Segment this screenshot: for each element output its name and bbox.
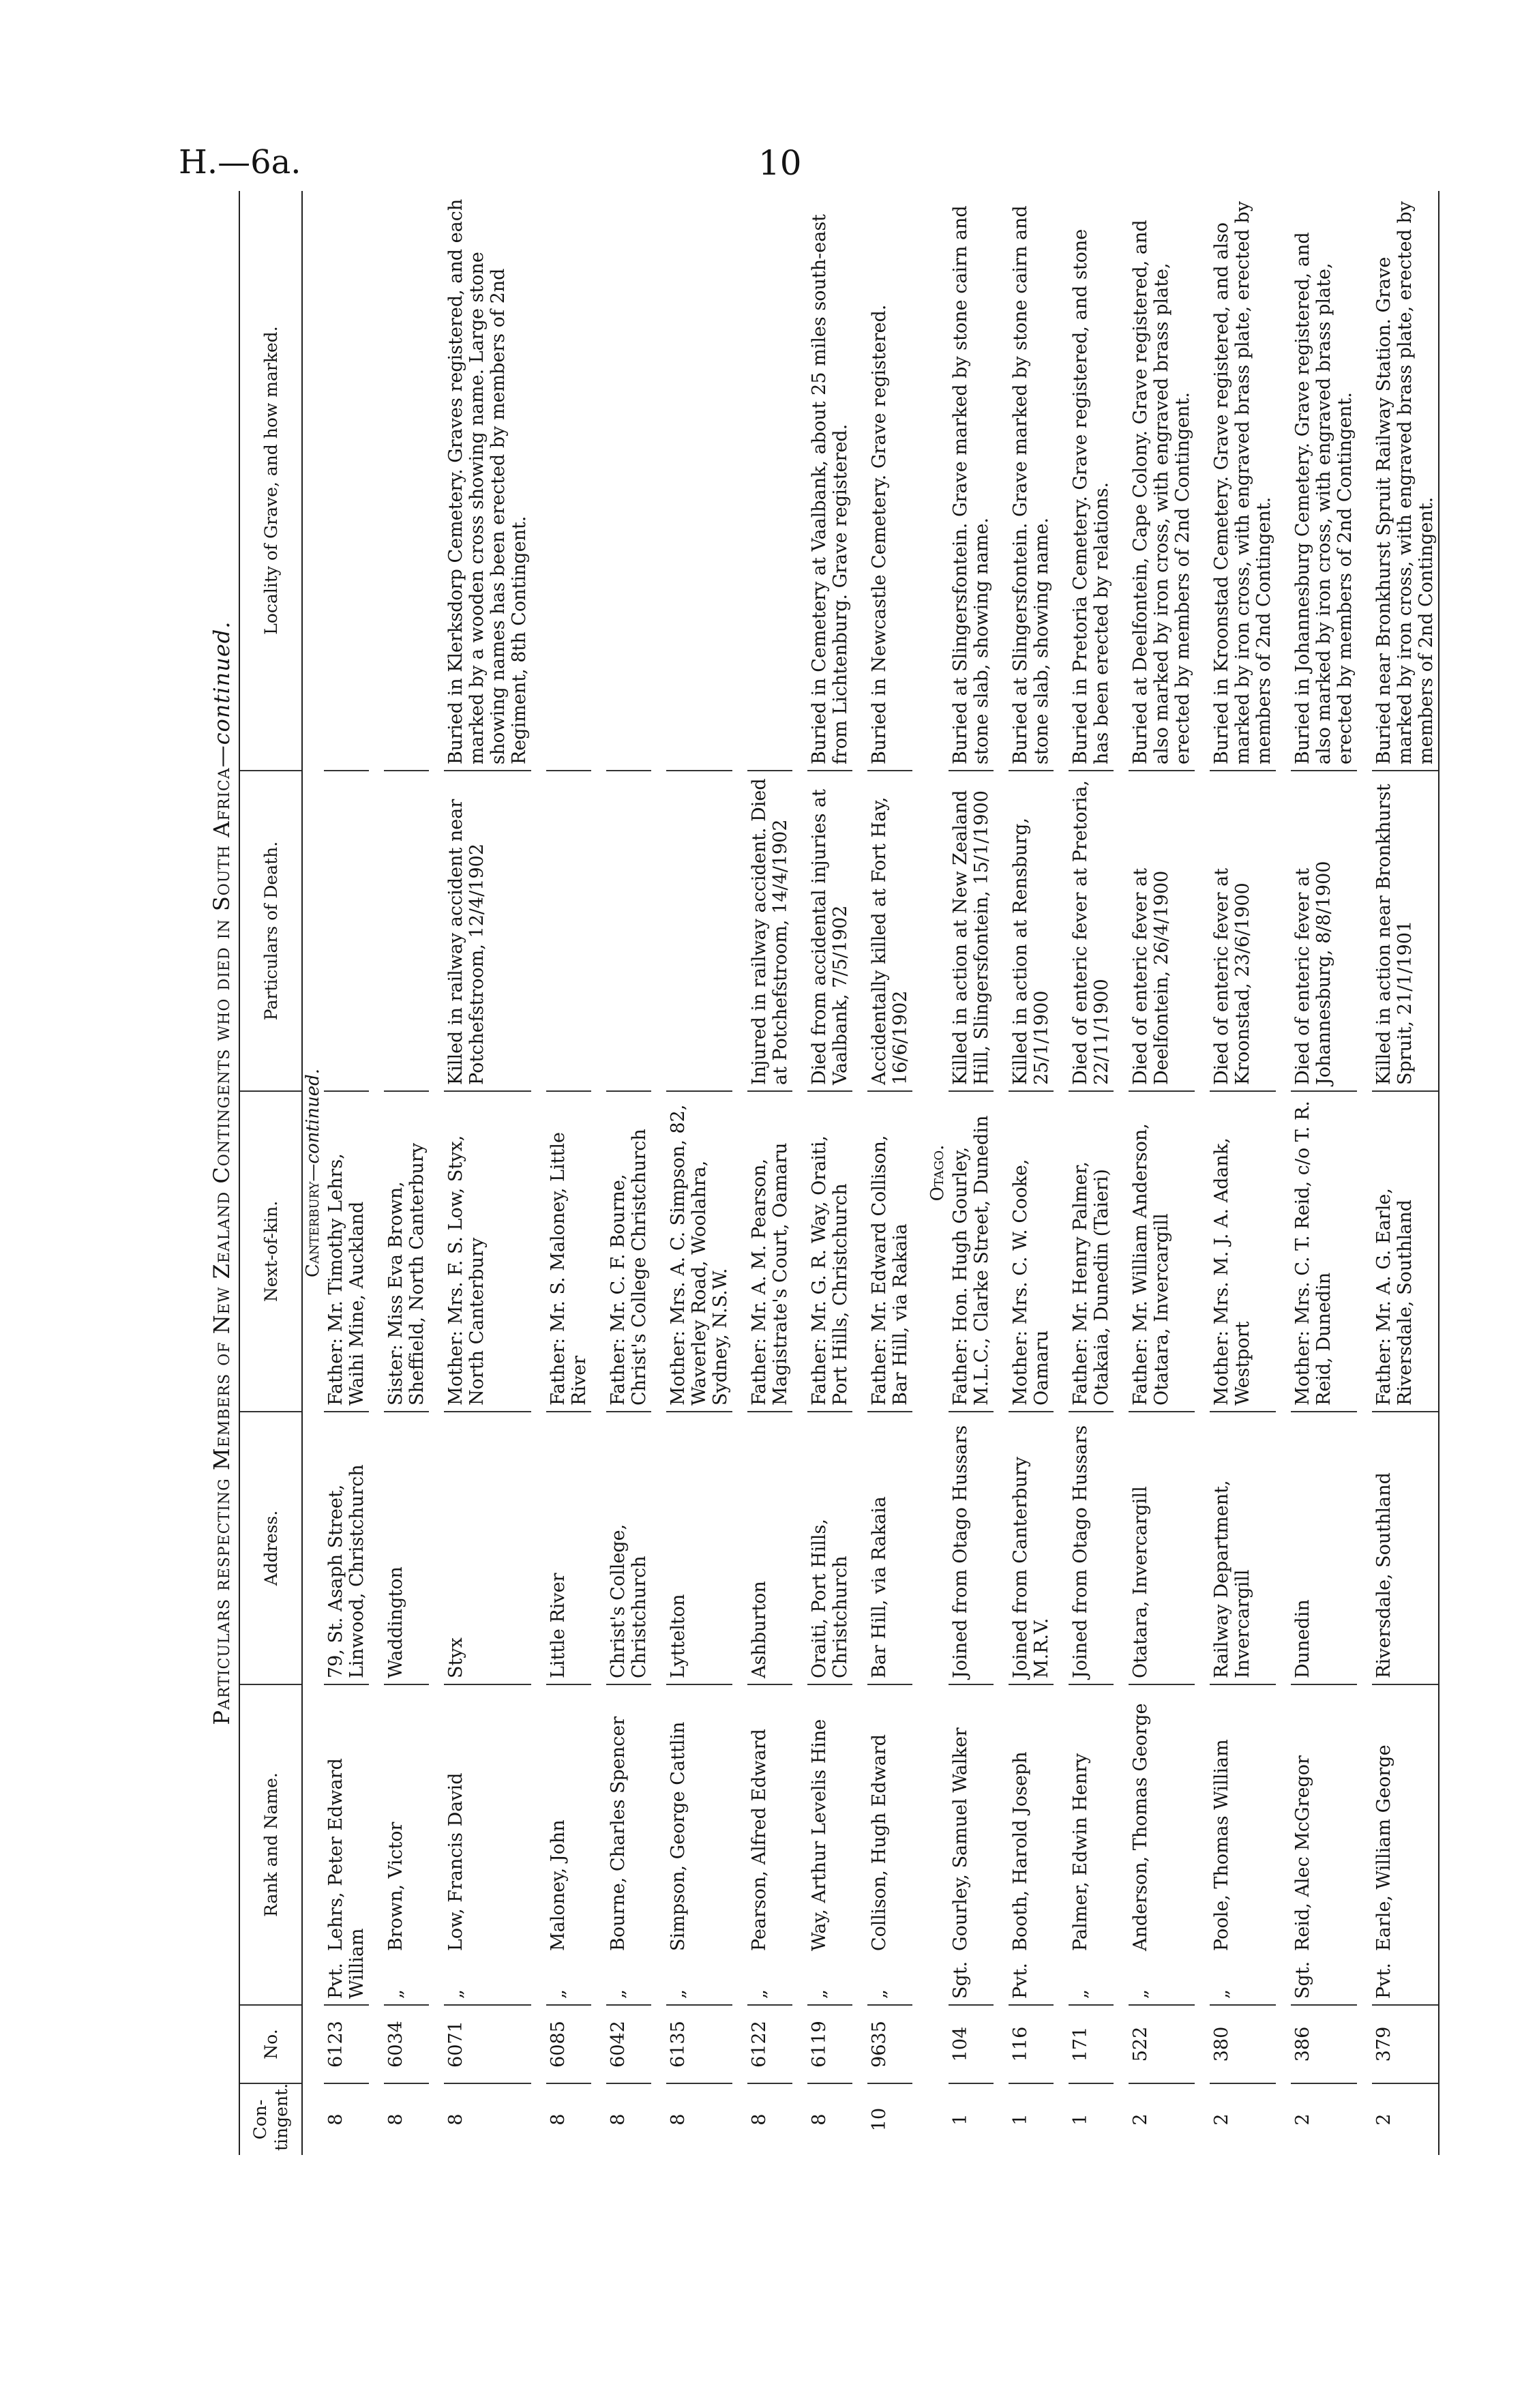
- next-of-kin-cell: Father: Mr. William Anderson, Otatara, Invercargill: [1129, 1091, 1195, 1412]
- address-cell: Riversdale, Southland: [1372, 1412, 1439, 1684]
- rank: „: [1130, 1989, 1151, 1999]
- soldier-name: Pearson, Alfred Edward: [749, 1729, 770, 1951]
- rotated-table-region: [205, 191, 1437, 2155]
- contingent-cell: 2: [1211, 2113, 1232, 2126]
- soldier-name: Booth, Harold Joseph: [1010, 1751, 1031, 1951]
- row-spacer-cell: [994, 191, 1009, 2155]
- death-particulars-cell: Died of enteric fever at Johannesburg, 8/8/1900: [1291, 771, 1357, 1091]
- contingent-cell: 8: [749, 2113, 770, 2126]
- rank: „: [1070, 1989, 1091, 1999]
- death-particulars-cell: Killed in action at New Zealand Hill, Slingersfontein, 15/1/1900: [949, 771, 994, 1091]
- number-cell: 522: [1129, 2005, 1195, 2083]
- row-spacer: [369, 191, 384, 2155]
- contingent-cell: 10: [869, 2107, 890, 2132]
- table-row: [1009, 191, 1054, 2155]
- table-title-main: Particulars respecting Members of New Zealand Contingents who died in South Africa: [209, 767, 235, 1725]
- next-of-kin-cell: Mother: Mrs. F. S. Low, Styx, North Canterbury: [444, 1091, 531, 1412]
- number-cell: 6042: [606, 2005, 651, 2083]
- address-cell: 79, St. Asaph Street, Linwood, Christchurch: [324, 1412, 369, 1684]
- table-row: [1069, 191, 1114, 2155]
- row-spacer-cell: [792, 191, 807, 2155]
- grave-locality-cell: [384, 191, 429, 771]
- number-cell: 6085: [546, 2005, 591, 2083]
- number-cell: 6119: [807, 2005, 852, 2083]
- rank-name-cell: [546, 1684, 591, 2005]
- soldier-name: Bourne, Charles Spencer: [608, 1716, 629, 1951]
- number-cell: 6123: [324, 2005, 369, 2083]
- soldier-name: Anderson, Thomas George: [1130, 1703, 1151, 1951]
- address-cell: Bar Hill, via Rakaia: [867, 1412, 912, 1684]
- soldier-name: Low, Francis David: [445, 1772, 466, 1951]
- next-of-kin-cell: Mother: Mrs. M. J. A. Adank, Westport: [1210, 1091, 1276, 1412]
- soldier-name: Palmer, Edwin Henry: [1070, 1753, 1091, 1951]
- rank: „: [1211, 1989, 1232, 1999]
- number-cell: 386: [1291, 2005, 1357, 2083]
- address-cell: Joined from Otago Hussars: [949, 1412, 994, 1684]
- death-particulars-cell: Accidentally killed at Fort Hay, 16/6/1902: [867, 771, 912, 1091]
- page-identifier: H.—6a.: [179, 143, 301, 181]
- rank-name-cell: [807, 1684, 852, 2005]
- row-spacer: [429, 191, 444, 2155]
- next-of-kin-cell: Mother: Mrs. C. T. Reid, c/o T. R. Reid, Dunedin: [1291, 1091, 1357, 1412]
- number-cell: 379: [1372, 2005, 1439, 2083]
- address-cell: Little River: [546, 1412, 591, 1684]
- number-cell: 6122: [747, 2005, 792, 2083]
- rank: Pvt.: [325, 1963, 346, 1999]
- rank-name-cell: [444, 1684, 531, 2005]
- address-cell: Joined from Otago Hussars: [1069, 1412, 1114, 1684]
- col-header-contingent: Con-tingent.: [239, 2083, 302, 2155]
- row-spacer-cell: [591, 191, 606, 2155]
- row-spacer-cell: [1114, 191, 1129, 2155]
- grave-locality-cell: Buried near Bronkhurst Spruit Railway Station. Grave marked by iron cross, with engraved brass plate, erected by members of 2nd Contingent.: [1372, 191, 1439, 771]
- contingent-cell: 1: [1010, 2113, 1031, 2126]
- address-cell: Christ's College, Christchurch: [606, 1412, 651, 1684]
- next-of-kin-cell: Father: Mr. A. M. Pearson, Magistrate's Court, Oamaru: [747, 1091, 792, 1412]
- address-cell: Waddington: [384, 1412, 429, 1684]
- rank-name-cell: [1009, 1684, 1054, 2005]
- rank: Sgt.: [1292, 1961, 1313, 1999]
- contingent-cell: 8: [325, 2113, 346, 2126]
- grave-locality-cell: Buried at Deelfontein, Cape Colony. Grave registered, and also marked by iron cross, with engraved brass plate, erected by members of 2nd Contingent.: [1129, 191, 1195, 771]
- table-row: [1291, 191, 1357, 2155]
- row-spacer: [994, 191, 1009, 2155]
- table-header-row: [239, 191, 302, 2155]
- row-spacer: [531, 191, 546, 2155]
- next-of-kin-cell: Father: Mr. C. F. Bourne, Christ's College Christchurch: [606, 1091, 651, 1412]
- section-heading-row: [302, 191, 324, 2155]
- rank-name-cell: [324, 1684, 369, 2005]
- row-spacer: [1114, 191, 1129, 2155]
- rank-name-cell: [867, 1684, 912, 2005]
- rank-name-cell: [666, 1684, 732, 2005]
- rank: „: [608, 1989, 629, 1999]
- soldier-name: Brown, Victor: [385, 1822, 406, 1951]
- row-spacer: [1276, 191, 1291, 2155]
- table-row: [807, 191, 852, 2155]
- rank: „: [869, 1989, 890, 1999]
- col-header-rank-name: Rank and Name.: [239, 1684, 302, 2005]
- contingent-cell: 8: [385, 2113, 406, 2126]
- grave-locality-cell: [747, 191, 792, 771]
- number-cell: 9635: [867, 2005, 912, 2083]
- death-particulars-cell: [546, 771, 591, 1091]
- next-of-kin-cell: Father: Mr. G. R. Way, Oraiti, Port Hills, Christchurch: [807, 1091, 852, 1412]
- row-spacer: [732, 191, 747, 2155]
- number-cell: 171: [1069, 2005, 1114, 2083]
- row-spacer: [591, 191, 606, 2155]
- death-particulars-cell: Injured in railway accident. Died at Potchefstroom, 14/4/1902: [747, 771, 792, 1091]
- col-header-death: Particulars of Death.: [239, 771, 302, 1091]
- address-cell: Joined from Canterbury M.R.V.: [1009, 1412, 1054, 1684]
- soldier-name: Gourley, Samuel Walker: [950, 1727, 971, 1951]
- death-particulars-cell: Died of enteric fever at Deelfontein, 26/4/1900: [1129, 771, 1195, 1091]
- row-spacer-cell: [651, 191, 666, 2155]
- number-cell: 104: [949, 2005, 994, 2083]
- row-spacer: [1195, 191, 1210, 2155]
- address-cell: Otatara, Invercargill: [1129, 1412, 1195, 1684]
- next-of-kin-cell: Mother: Mrs. C. W. Cooke, Oamaru: [1009, 1091, 1054, 1412]
- table-body: [302, 191, 1439, 2155]
- rank-name-cell: [1069, 1684, 1114, 2005]
- page-number: 10: [758, 143, 802, 183]
- casualty-table: [239, 191, 1439, 2155]
- table-row: [606, 191, 651, 2155]
- rank: „: [385, 1989, 406, 1999]
- contingent-cell: 8: [445, 2113, 466, 2126]
- col-header-grave: Locality of Grave, and how marked.: [239, 191, 302, 771]
- rank: Pvt.: [1010, 1963, 1031, 1999]
- contingent-cell: 1: [1070, 2113, 1091, 2126]
- grave-locality-cell: [324, 191, 369, 771]
- death-particulars-cell: Killed in action near Bronkhurst Spruit, 21/1/1901: [1372, 771, 1439, 1091]
- table-row: [384, 191, 429, 2155]
- section-name: Otago.: [927, 1144, 948, 1202]
- grave-locality-cell: Buried in Johannesburg Cemetery. Grave registered, and also marked by iron cross, with engraved brass plate, erected by members of 2nd Contingent.: [1291, 191, 1357, 771]
- table-row: [666, 191, 732, 2155]
- soldier-name: Earle, William George: [1373, 1744, 1394, 1951]
- row-spacer: [792, 191, 807, 2155]
- soldier-name: Collison, Hugh Edward: [869, 1734, 890, 1951]
- col-header-next-of-kin: Next-of-kin.: [239, 1091, 302, 1412]
- row-spacer-cell: [1054, 191, 1069, 2155]
- next-of-kin-cell: Father: Mr. Henry Palmer, Otakaia, Dunedin (Taieri): [1069, 1091, 1114, 1412]
- soldier-name: Lehrs, Peter Edward William: [325, 1758, 368, 1999]
- number-cell: 6071: [444, 2005, 531, 2083]
- death-particulars-cell: Killed in railway accident near Potchefstroom, 12/4/1902: [444, 771, 531, 1091]
- row-spacer: [1054, 191, 1069, 2155]
- death-particulars-cell: Died from accidental injuries at Vaalbank, 7/5/1902: [807, 771, 852, 1091]
- table-row: [546, 191, 591, 2155]
- grave-locality-cell: Buried at Slingersfontein. Grave marked by stone cairn and stone slab, showing name.: [1009, 191, 1054, 771]
- next-of-kin-cell: Father: Hon. Hugh Gourley, M.L.C., Clarke Street, Dunedin: [949, 1091, 994, 1412]
- rank-name-cell: [1372, 1684, 1439, 2005]
- section-heading: [927, 191, 949, 2155]
- soldier-name: Poole, Thomas William: [1211, 1739, 1232, 1951]
- next-of-kin-cell: Father: Mr. A. G. Earle, Riversdale, Southland: [1372, 1091, 1439, 1412]
- number-cell: 116: [1009, 2005, 1054, 2083]
- death-particulars-cell: [324, 771, 369, 1091]
- row-spacer: [852, 191, 867, 2155]
- address-cell: Ashburton: [747, 1412, 792, 1684]
- row-spacer-cell: [369, 191, 384, 2155]
- rank: „: [445, 1989, 466, 1999]
- address-cell: Railway Department, Invercargill: [1210, 1412, 1276, 1684]
- death-particulars-cell: Died of enteric fever at Pretoria, 22/11/1900: [1069, 771, 1114, 1091]
- soldier-name: Maloney, John: [548, 1819, 569, 1951]
- number-cell: 6034: [384, 2005, 429, 2083]
- row-spacer: [651, 191, 666, 2155]
- col-header-address: Address.: [239, 1412, 302, 1684]
- table-row: [949, 191, 994, 2155]
- row-spacer-cell: [531, 191, 546, 2155]
- soldier-name: Way, Arthur Levelis Hine: [809, 1719, 830, 1951]
- address-cell: Dunedin: [1291, 1412, 1357, 1684]
- row-spacer-cell: [852, 191, 867, 2155]
- next-of-kin-cell: Father: Mr. Edward Collison, Bar Hill, via Rakaia: [867, 1091, 912, 1412]
- table-row: [1129, 191, 1195, 2155]
- row-spacer: [1357, 191, 1372, 2155]
- grave-locality-cell: Buried in Newcastle Cemetery. Grave registered.: [867, 191, 912, 771]
- section-name: Canterbury: [303, 1181, 323, 1278]
- rank-name-cell: [384, 1684, 429, 2005]
- grave-locality-cell: Buried in Cemetery at Vaalbank, about 25 miles south-east from Lichtenburg. Grave registered.: [807, 191, 852, 771]
- rank-name-cell: [1210, 1684, 1276, 2005]
- contingent-cell: 2: [1130, 2113, 1151, 2126]
- next-of-kin-cell: Father: Mr. Timothy Lehrs, Waihi Mine, Auckland: [324, 1091, 369, 1412]
- soldier-name: Simpson, George Cattlin: [668, 1721, 689, 1951]
- rank: Pvt.: [1373, 1963, 1394, 1999]
- section-suffix: —continued.: [303, 1068, 323, 1182]
- next-of-kin-cell: Sister: Miss Eva Brown, Sheffield, North Canterbury: [384, 1091, 429, 1412]
- rank-name-cell: [747, 1684, 792, 2005]
- grave-locality-cell: Buried in Pretoria Cemetery. Grave registered, and stone has been erected by relations.: [1069, 191, 1114, 771]
- grave-locality-cell: [666, 191, 732, 771]
- contingent-cell: 1: [950, 2113, 971, 2126]
- death-particulars-cell: [666, 771, 732, 1091]
- death-particulars-cell: Died of enteric fever at Kroonstad, 23/6/1900: [1210, 771, 1276, 1091]
- death-particulars-cell: [606, 771, 651, 1091]
- rank-name-cell: [1291, 1684, 1357, 2005]
- section-heading: [302, 191, 324, 2155]
- rank-name-cell: [606, 1684, 651, 2005]
- row-spacer-cell: [912, 191, 927, 2155]
- rank: „: [548, 1989, 569, 1999]
- table-title: [205, 191, 239, 2155]
- death-particulars-cell: [384, 771, 429, 1091]
- row-spacer: [912, 191, 927, 2155]
- table-row: [1372, 191, 1439, 2155]
- table-row: [324, 191, 369, 2155]
- row-spacer-cell: [429, 191, 444, 2155]
- table-row: [867, 191, 912, 2155]
- grave-locality-cell: Buried in Klerksdorp Cemetery. Graves registered, and each marked by a wooden cross showing name. Large stone showing names has been erected by members of 2nd Regiment, 8th Contingent.: [444, 191, 531, 771]
- col-header-no: No.: [239, 2005, 302, 2083]
- rank: „: [749, 1989, 770, 1999]
- rank: „: [809, 1989, 830, 1999]
- contingent-cell: 2: [1292, 2113, 1313, 2126]
- row-spacer-cell: [1357, 191, 1372, 2155]
- death-particulars-cell: Killed in action at Rensburg, 25/1/1900: [1009, 771, 1054, 1091]
- grave-locality-cell: [546, 191, 591, 771]
- table-row: [444, 191, 531, 2155]
- address-cell: Styx: [444, 1412, 531, 1684]
- table-row: [747, 191, 792, 2155]
- contingent-cell: 2: [1372, 2083, 1439, 2155]
- row-spacer-cell: [1195, 191, 1210, 2155]
- next-of-kin-cell: Father: Mr. S. Maloney, Little River: [546, 1091, 591, 1412]
- row-spacer-cell: [1276, 191, 1291, 2155]
- table-title-suffix: —continued.: [209, 621, 235, 768]
- contingent-cell: 8: [608, 2113, 629, 2126]
- soldier-name: Reid, Alec McGregor: [1292, 1755, 1313, 1951]
- address-cell: Oraiti, Port Hills, Christchurch: [807, 1412, 852, 1684]
- table-row: [1210, 191, 1276, 2155]
- grave-locality-cell: Buried at Slingersfontein. Grave marked by stone cairn and stone slab, showing name.: [949, 191, 994, 771]
- grave-locality-cell: [606, 191, 651, 771]
- number-cell: 6135: [666, 2005, 732, 2083]
- address-cell: Lyttelton: [666, 1412, 732, 1684]
- row-spacer-cell: [732, 191, 747, 2155]
- contingent-cell: 8: [668, 2113, 689, 2126]
- number-cell: 380: [1210, 2005, 1276, 2083]
- rank: „: [668, 1989, 689, 1999]
- rank-name-cell: [1129, 1684, 1195, 2005]
- contingent-cell: 8: [548, 2113, 569, 2126]
- section-heading-row: [927, 191, 949, 2155]
- rank: Sgt.: [950, 1961, 971, 1999]
- rank-name-cell: [949, 1684, 994, 2005]
- next-of-kin-cell: Mother: Mrs. A. C. Simpson, 82, Waverley Road, Woolahra, Sydney, N.S.W.: [666, 1091, 732, 1412]
- contingent-cell: 8: [809, 2113, 830, 2126]
- grave-locality-cell: Buried in Kroonstad Cemetery. Grave registered, and also marked by iron cross, with engraved brass plate, erected by members of 2nd Contingent.: [1210, 191, 1276, 771]
